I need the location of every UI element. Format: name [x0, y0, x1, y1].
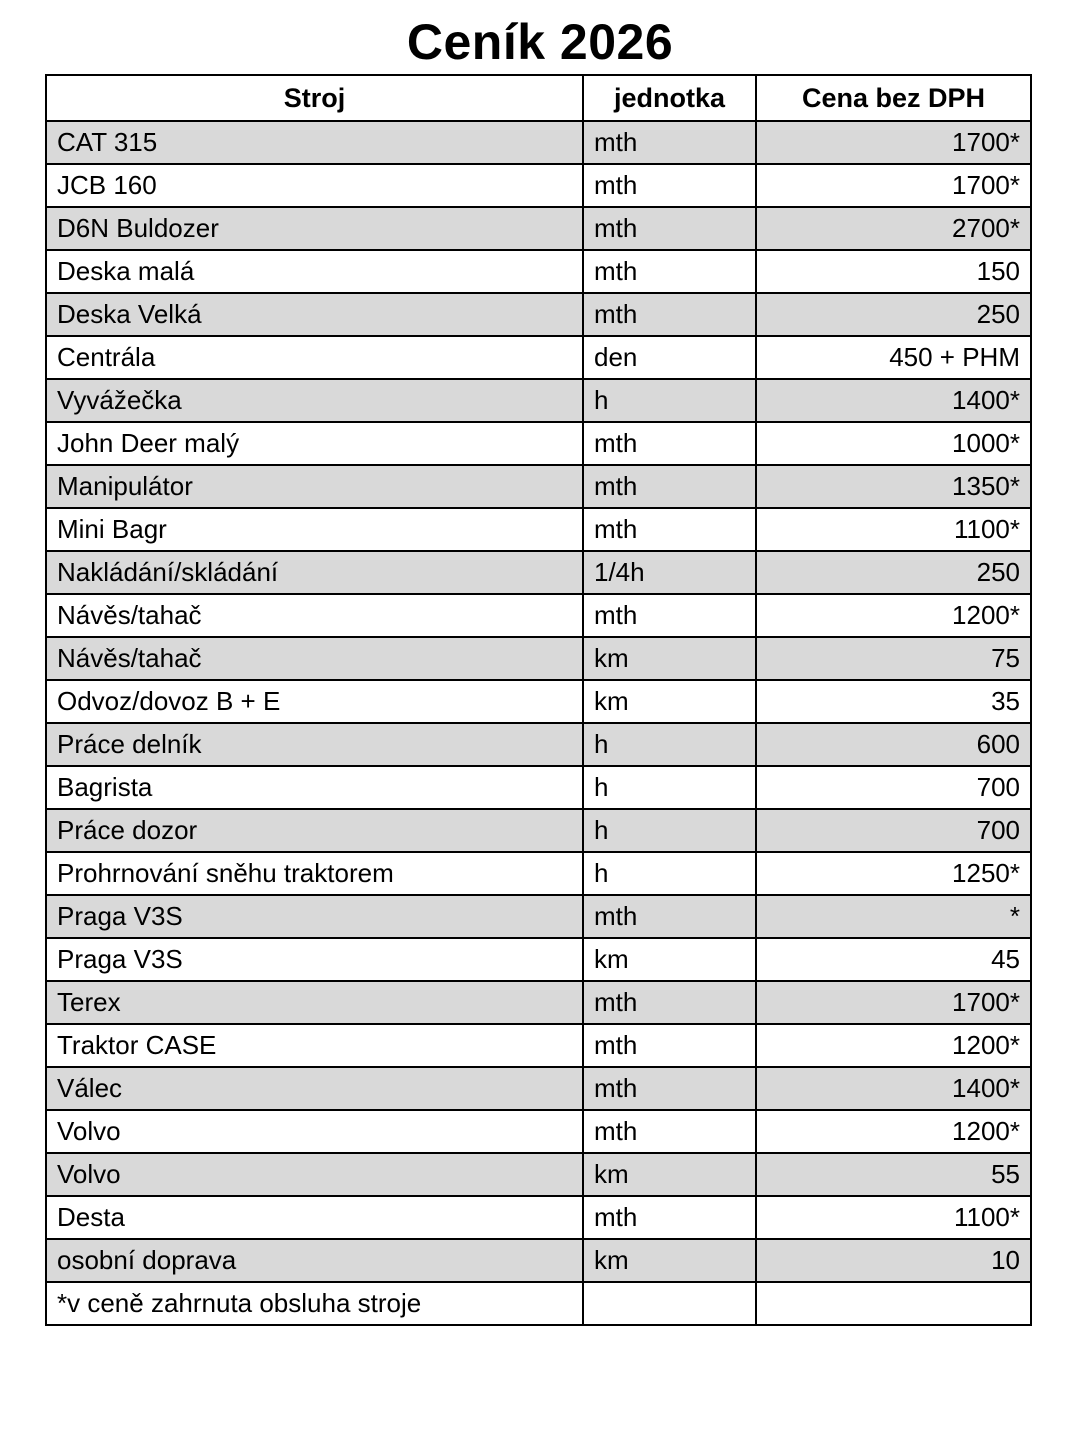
- cell-unit: h: [583, 723, 756, 766]
- column-header-unit: jednotka: [583, 75, 756, 121]
- cell-price: 450 + PHM: [756, 336, 1031, 379]
- cell-unit: mth: [583, 895, 756, 938]
- cell-machine: D6N Buldozer: [46, 207, 583, 250]
- footnote-empty-cell: [756, 1282, 1031, 1325]
- cell-machine: CAT 315: [46, 121, 583, 164]
- cell-machine: Desta: [46, 1196, 583, 1239]
- cell-machine: Traktor CASE: [46, 1024, 583, 1067]
- cell-unit: h: [583, 852, 756, 895]
- cell-unit: km: [583, 680, 756, 723]
- cell-price: 45: [756, 938, 1031, 981]
- cell-unit: mth: [583, 164, 756, 207]
- cell-price: 700: [756, 766, 1031, 809]
- cell-price: 1400*: [756, 379, 1031, 422]
- cell-price: 35: [756, 680, 1031, 723]
- table-row: [46, 766, 1031, 809]
- table-row: [46, 379, 1031, 422]
- cell-price: 1100*: [756, 1196, 1031, 1239]
- cell-unit: h: [583, 766, 756, 809]
- table-row: [46, 981, 1031, 1024]
- cell-unit: mth: [583, 293, 756, 336]
- table-row: [46, 336, 1031, 379]
- cell-unit: km: [583, 1239, 756, 1282]
- cell-price: 1400*: [756, 1067, 1031, 1110]
- cell-price: 250: [756, 551, 1031, 594]
- cell-machine: Bagrista: [46, 766, 583, 809]
- cell-unit: h: [583, 379, 756, 422]
- footnote-row: [46, 1282, 1031, 1325]
- cell-machine: Návěs/tahač: [46, 594, 583, 637]
- cell-price: 1700*: [756, 981, 1031, 1024]
- table-row: [46, 1239, 1031, 1282]
- table-row: [46, 723, 1031, 766]
- cell-price: 150: [756, 250, 1031, 293]
- table-row: [46, 121, 1031, 164]
- cell-unit: mth: [583, 207, 756, 250]
- cell-price: 250: [756, 293, 1031, 336]
- page-title: Ceník 2026: [406, 14, 674, 70]
- cell-machine: Praga V3S: [46, 938, 583, 981]
- table-row: [46, 852, 1031, 895]
- cell-price: 2700*: [756, 207, 1031, 250]
- cell-price: 1700*: [756, 121, 1031, 164]
- cell-price: 10: [756, 1239, 1031, 1282]
- table-row: [46, 938, 1031, 981]
- cell-unit: mth: [583, 508, 756, 551]
- table-row: [46, 465, 1031, 508]
- cell-unit: mth: [583, 1110, 756, 1153]
- cell-price: 1200*: [756, 594, 1031, 637]
- cell-machine: Odvoz/dovoz B + E: [46, 680, 583, 723]
- cell-unit: km: [583, 938, 756, 981]
- table-row: [46, 809, 1031, 852]
- table-row: [46, 551, 1031, 594]
- table-header-row: [46, 75, 1031, 121]
- cell-unit: km: [583, 637, 756, 680]
- cell-machine: Nakládání/skládání: [46, 551, 583, 594]
- cell-unit: mth: [583, 594, 756, 637]
- cell-machine: Deska Velká: [46, 293, 583, 336]
- table-row: [46, 293, 1031, 336]
- cell-price: 1700*: [756, 164, 1031, 207]
- cell-unit: mth: [583, 422, 756, 465]
- cell-machine: JCB 160: [46, 164, 583, 207]
- cell-price: 55: [756, 1153, 1031, 1196]
- table-row: [46, 422, 1031, 465]
- cell-machine: Práce delník: [46, 723, 583, 766]
- cell-machine: Vyvážečka: [46, 379, 583, 422]
- table-row: [46, 164, 1031, 207]
- cell-price: 1250*: [756, 852, 1031, 895]
- cell-machine: Prohrnování sněhu traktorem: [46, 852, 583, 895]
- cell-unit: h: [583, 809, 756, 852]
- cell-unit: mth: [583, 121, 756, 164]
- table-row: [46, 680, 1031, 723]
- cell-machine: Manipulátor: [46, 465, 583, 508]
- cell-price: *: [756, 895, 1031, 938]
- cell-unit: mth: [583, 250, 756, 293]
- cell-price: 1350*: [756, 465, 1031, 508]
- table-row: [46, 207, 1031, 250]
- cell-machine: Centrála: [46, 336, 583, 379]
- cell-price: 600: [756, 723, 1031, 766]
- table-row: [46, 637, 1031, 680]
- cell-machine: Volvo: [46, 1110, 583, 1153]
- cell-unit: den: [583, 336, 756, 379]
- cell-price: 75: [756, 637, 1031, 680]
- cell-price: 1100*: [756, 508, 1031, 551]
- cell-unit: mth: [583, 465, 756, 508]
- cell-unit: 1/4h: [583, 551, 756, 594]
- cell-unit: mth: [583, 1196, 756, 1239]
- cell-unit: mth: [583, 1067, 756, 1110]
- table-row: [46, 1024, 1031, 1067]
- cell-machine: osobní doprava: [46, 1239, 583, 1282]
- column-header-price: Cena bez DPH: [756, 75, 1031, 121]
- cell-machine: John Deer malý: [46, 422, 583, 465]
- table-row: [46, 1067, 1031, 1110]
- table-row: [46, 1110, 1031, 1153]
- cell-unit: mth: [583, 1024, 756, 1067]
- cell-unit: mth: [583, 981, 756, 1024]
- cell-price: 1000*: [756, 422, 1031, 465]
- column-header-machine: Stroj: [46, 75, 583, 121]
- table-body: [46, 121, 1031, 1282]
- cell-machine: Návěs/tahač: [46, 637, 583, 680]
- footnote-text: *v ceně zahrnuta obsluha stroje: [46, 1282, 583, 1325]
- table-row: [46, 250, 1031, 293]
- cell-machine: Deska malá: [46, 250, 583, 293]
- table-row: [46, 508, 1031, 551]
- cell-machine: Praga V3S: [46, 895, 583, 938]
- cell-machine: Práce dozor: [46, 809, 583, 852]
- cell-price: 1200*: [756, 1024, 1031, 1067]
- cell-price: 700: [756, 809, 1031, 852]
- footnote-empty-cell: [583, 1282, 756, 1325]
- table-row: [46, 895, 1031, 938]
- table-row: [46, 1196, 1031, 1239]
- table-row: [46, 594, 1031, 637]
- cell-price: 1200*: [756, 1110, 1031, 1153]
- cell-machine: Válec: [46, 1067, 583, 1110]
- cell-unit: km: [583, 1153, 756, 1196]
- cell-machine: Terex: [46, 981, 583, 1024]
- table-row: [46, 1153, 1031, 1196]
- cell-machine: Mini Bagr: [46, 508, 583, 551]
- price-table: [45, 74, 1032, 1326]
- cell-machine: Volvo: [46, 1153, 583, 1196]
